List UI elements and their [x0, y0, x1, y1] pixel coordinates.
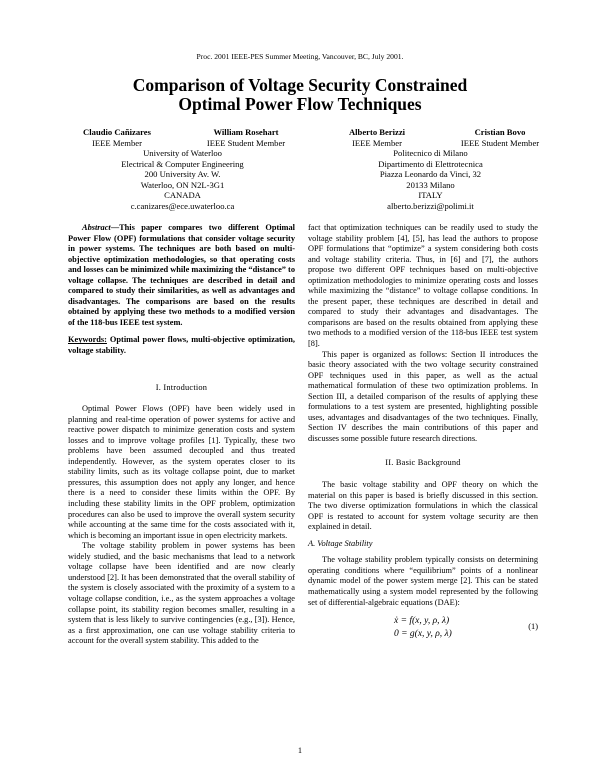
abstract	[68, 223, 295, 328]
right-column	[308, 223, 538, 646]
paper-title-line2: Optimal Power Flow Techniques	[178, 94, 422, 114]
keywords-label: Keywords:	[68, 335, 107, 345]
voltage-stability-paragraph: The voltage stability problem typically consists on determining operating conditions where “equilibrium” points of a nonlinear dynamic model of the power system merge [2]. This can be stated mathematically using a system model represented by the following set of differential-algebraic equations (DAE):	[308, 555, 538, 607]
author-email: alberto.berizzi@polimi.it	[387, 200, 474, 211]
equation-line-1: ẋ = f(x, y, ρ, λ)	[394, 616, 450, 627]
affiliation-line: ITALY	[418, 190, 443, 200]
equation-number: (1)	[528, 622, 538, 632]
author-name: William Rosehart	[213, 127, 279, 137]
page-number: 1	[297, 746, 303, 755]
author-rosehart	[186, 127, 306, 148]
intro-paragraph-2: The voltage stability problem in power systems has been widely studied, and the basic mechanisms that lead to a network voltage collapse have been identified and are now clearly understood [2]. It has been demonstrated that the overall stability of the system is closely associated with the proximity of a system to a voltage collapse condition, i.e., as the system approaches a voltage collapse point, its stability region becomes smaller, resulting in a system that is less likely to survive contingencies (e.g., [3]). Hence, as a first approximation, one can use voltage stability criteria to account for the overall system stability. This added to the	[68, 541, 295, 646]
affiliation-line: Politecnico di Milano	[393, 148, 468, 158]
background-paragraph: The basic voltage stability and OPF theory on which the material on this paper is based is briefly discussed in this section. The two diverse optimization formulations in which the classical OPF is restated to account for system voltage security are then explained in detail.	[308, 480, 538, 532]
left-column	[68, 223, 295, 647]
affiliation-waterloo	[90, 148, 275, 211]
affiliation-line: Dipartimento di Elettrotecnica	[378, 158, 483, 169]
section-heading-background: II. Basic Background	[385, 458, 461, 468]
author-name: Cristian Bovo	[474, 127, 526, 137]
section-heading-introduction: I. Introduction	[155, 382, 208, 392]
affiliation-line: Piazza Leonardo da Vinci, 32	[379, 169, 482, 179]
subsection-heading-voltage-stability: A. Voltage Stability	[308, 538, 373, 548]
author-role: IEEE Member	[352, 137, 402, 148]
keywords	[68, 335, 295, 356]
author-canizares	[52, 127, 182, 148]
affiliation-line: Electrical & Computer Engineering	[121, 158, 244, 169]
body-paragraph-continued: fact that optimization techniques can be readily used to study the voltage stability problem [4], [5], has lead the authors to propose OPF formulations that “optimize” a system considering both costs and voltage stability criteria. Thus, in [6] and [7], the authors propose two different OPF techniques based on multi-objective optimization methodologies to minimize operating costs and losses while maximizing the “distance” to voltage collapse conditions. In the present paper, these techniques are described in detail and compared to study their advantages and disadvantages. The comparisons are based on the results obtained from applying these two methods to a modified version of the 118-bus IEEE test system [8].	[308, 223, 538, 349]
author-email: c.canizares@ece.uwaterloo.ca	[130, 200, 235, 211]
author-bovo	[440, 127, 560, 148]
equation-line-2: 0 = g(x, y, ρ, λ)	[394, 629, 452, 640]
abstract-text: —This paper compares two different Optimal Power Flow (OPF) formulations that consider voltage security in power systems. The techniques are both based on multi-objective optimization methodologies, so that operating costs and losses can be minimized while maximizing the “distance” to voltage collapse. The techniques are described in detail and compared to study their similarities, as well as advantages and disadvantages. The comparisons are based on the results obtained by applying these two methods to a modified version of the 118-bus IEEE test system.	[68, 223, 295, 327]
affiliation-line: 20133 Milano	[406, 179, 455, 190]
affiliation-line: Waterloo, ON N2L-3G1	[140, 179, 225, 190]
affiliation-line: 200 University Av. W.	[144, 169, 221, 179]
body-paragraph-outline: This paper is organized as follows: Section II introduces the basic theory associated with the two voltage security constrained OPF techniques used in this paper, as well as the actual mathematical formulation of these two optimization problems. In Section III, a detailed comparison of the results of applying these formulations to a test system are presented, highlighting possible uses, advantages and disadvantages of the two techniques. Finally, Section IV describes the main contributions of this paper and discusses some possible future research directions.	[308, 349, 538, 443]
equation-1	[308, 616, 538, 646]
keywords-text: Optimal power flows, multi-objective optimization, voltage stability.	[68, 335, 295, 356]
paper-title-line1: Comparison of Voltage Security Constrained	[132, 75, 468, 95]
author-name: Claudio Cañizares	[83, 127, 151, 137]
author-role: IEEE Student Member	[460, 137, 540, 148]
affiliation-line: CANADA	[164, 190, 201, 200]
affiliation-line: University of Waterloo	[143, 148, 222, 158]
affiliation-milano	[338, 148, 523, 211]
author-role: IEEE Student Member	[206, 137, 286, 148]
conference-header: Proc. 2001 IEEE-PES Summer Meeting, Vancouver, BC, July 2001.	[196, 52, 404, 61]
author-berizzi	[322, 127, 432, 148]
intro-paragraph-1: Optimal Power Flows (OPF) have been widely used in planning and real-time operation of power systems for active and reactive power dispatch to minimize generation costs and system losses and to improve voltage profiles [1]. Typically, these two problems have been assumed decoupled and thus treated independently. However, as the system operates closer to its stability limits, such as its voltage collapse point, due to market pressures, this assumption does not apply any longer, and hence there is a need to consider these limits within the OPF. By including these stability limits in the OPF problem, optimization procedures can also be used to improve the overall system security while accounting at the same time for the costs associated with it, which is becoming an important issue in open electricity markets.	[68, 404, 295, 540]
author-role: IEEE Member	[92, 137, 142, 148]
author-name: Alberto Berizzi	[348, 127, 406, 137]
abstract-label: Abstract	[82, 223, 111, 232]
